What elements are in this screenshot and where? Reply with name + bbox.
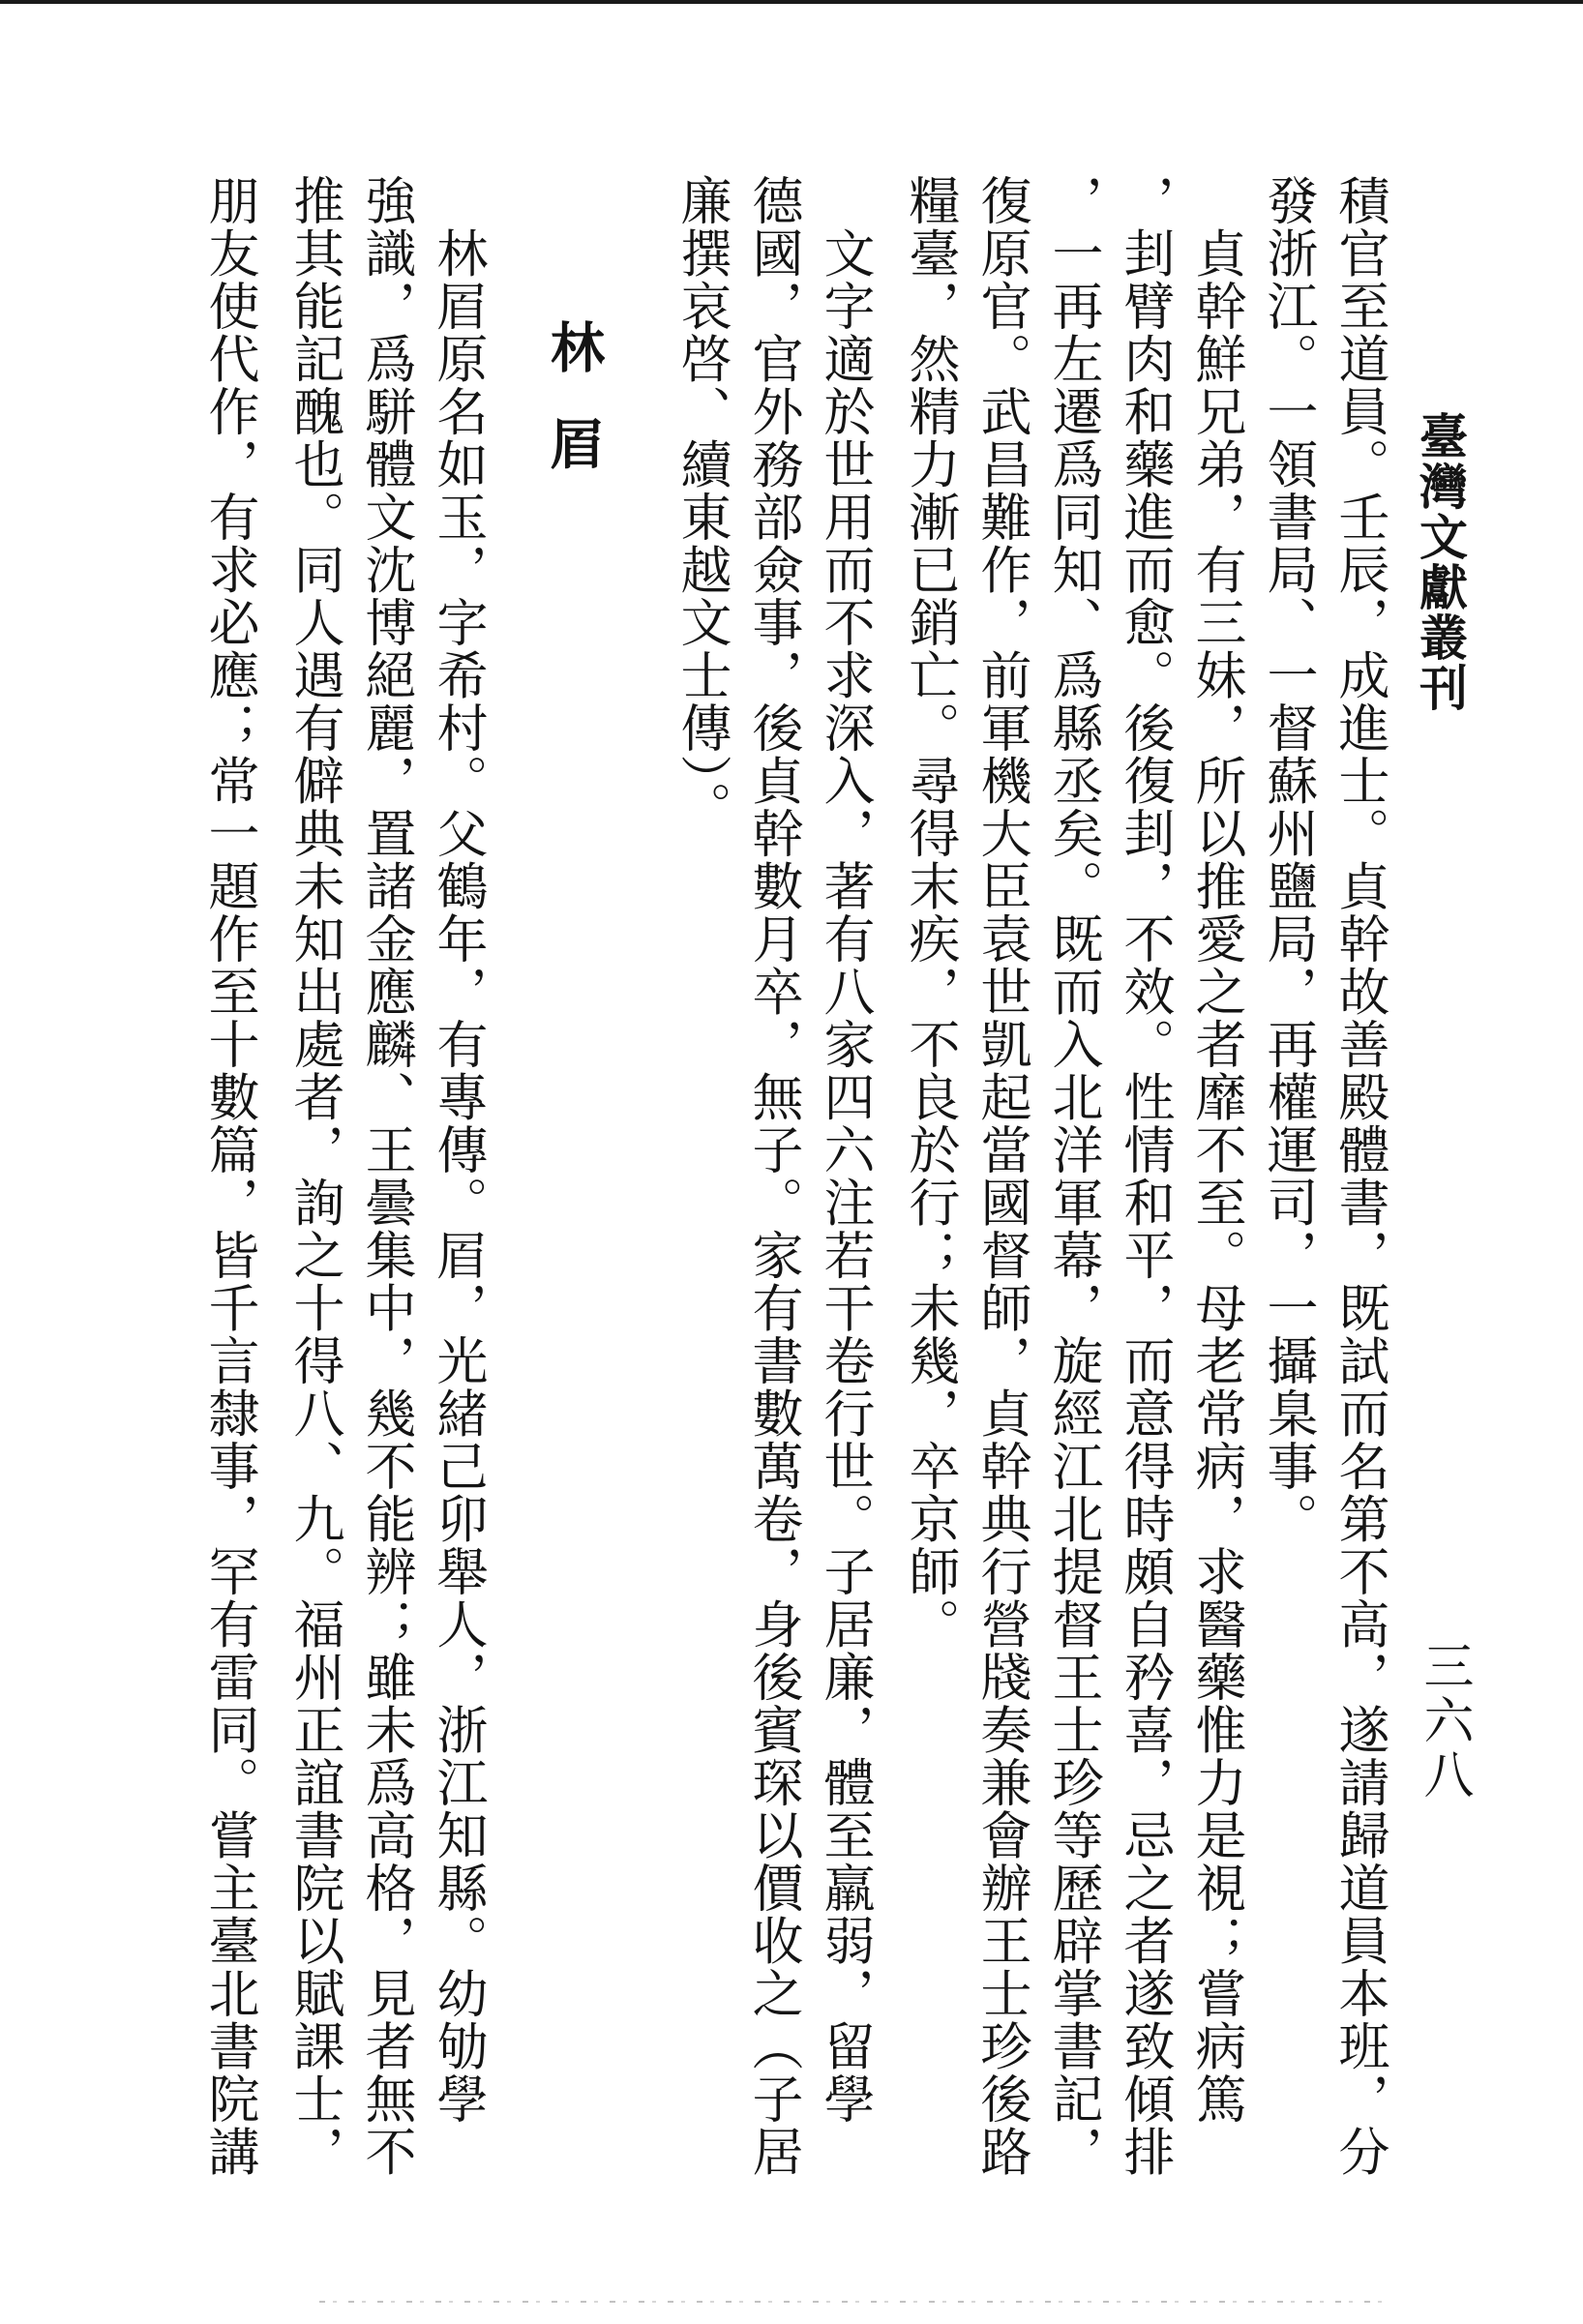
text-column: 積官至道員。壬辰，成進士。貞幹故善殿體書，既試而名第不高，遂請歸道員本班，分 [1330, 174, 1389, 2178]
page-number: 三六八 [1415, 1640, 1473, 1803]
running-title: 臺灣文獻叢刊 [1412, 411, 1469, 713]
scan-edge-noise [319, 2301, 1384, 2303]
top-border-rule [0, 0, 1583, 4]
text-column: 朋友使代作，有求必應；常一題作至十數篇，皆千言隸事，罕有雷同。嘗主臺北書院講 [200, 174, 259, 2178]
text-column: 發浙江。一領書局、一督蘇州鹽局，再權運司，一攝臬事。 [1259, 174, 1318, 1545]
text-column: ，一再左遷爲同知、爲縣丞矣。既而入北洋軍幕，旋經江北提督王士珍等歷辟掌書記， [1044, 174, 1103, 2178]
text-column: 文字適於世用而不求深入，著有八家四六注若干卷行世。子居廉，體至羸弱，留學 [816, 174, 875, 2126]
text-column: 強識，爲駢體文沈博絕麗，置諸金應麟、王曇集中，幾不能辨；雖未爲高格，見者無不 [357, 174, 416, 2178]
text-column: 貞幹鮮兄弟，有三妹，所以推愛之者靡不至。母老常病，求醫藥惟力是視；嘗病篤 [1187, 174, 1246, 2126]
text-column: 林㞒原名如玉，字希村。父鶴年，有專傳。㞒，光緒己卯舉人，浙江知縣。幼劬學 [429, 174, 488, 2126]
text-column: 糧臺，然精力漸已銷亡。尋得末疾，不良於行；未幾，卒京師。 [901, 174, 960, 1651]
text-column: 廉撰哀啓、續東越文士傳）。 [672, 174, 732, 834]
section-heading: 林 㞒 [542, 319, 606, 482]
text-column: 復原官。武昌難作，前軍機大臣袁世凱起當國督師，貞幹典行營牋奏兼會辦王士珍後路 [972, 174, 1031, 2178]
text-column: ，刲臂肉和藥進而愈。後復刲，不效。性情和平，而意得時頗自矜喜，忌之者遂致傾排 [1116, 174, 1175, 2178]
text-column: 德國，官外務部僉事，後貞幹數月卒，無子。家有書數萬卷，身後賓琛以價收之（子居 [744, 174, 803, 2178]
text-column: 推其能記醜也。同人遇有僻典未知出處者，詢之十得八、九。福州正誼書院以賦課士， [285, 174, 344, 2178]
